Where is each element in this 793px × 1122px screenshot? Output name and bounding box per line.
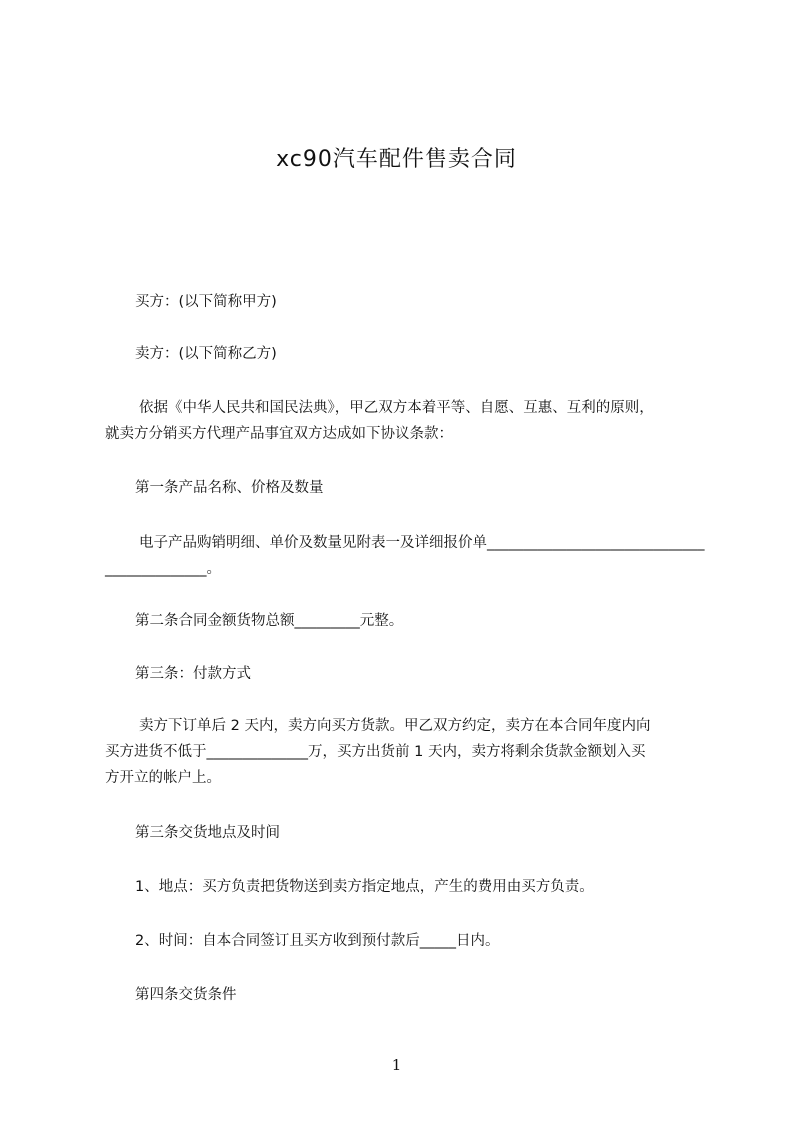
seller-line: 卖方：(以下简称乙方) — [135, 346, 277, 362]
page-number: 1 — [391, 1056, 402, 1074]
buyer-line: 买方：(以下简称甲方) — [135, 294, 277, 310]
intro-line-1: 依据《中华人民共和国民法典》，甲乙双方本着平等、自愿、互惠、互利的原则， — [139, 400, 654, 416]
document-title: xc90汽车配件售卖合同 — [276, 147, 517, 172]
article-3-line-1: 卖方下订单后 2 天内，卖方向买方货款。甲乙双方约定，卖方在本合同年度内向 — [139, 718, 651, 734]
article-1-heading: 第一条产品名称、价格及数量 — [135, 480, 324, 496]
article-2-heading: 第二条合同金额货物总额_________元整。 — [135, 613, 404, 629]
intro-paragraph — [105, 395, 700, 447]
article-4-heading: 第三条交货地点及时间 — [135, 825, 280, 841]
article-4-item-1: 1、地点：买方负责把货物送到卖方指定地点，产生的费用由买方负责。 — [135, 879, 594, 895]
article-3-line-2: 买方进货不低于______________万，买方出货前 1 天内，卖方将剩余货款金额划入买 — [105, 744, 646, 760]
article-3-paragraph — [105, 713, 700, 791]
article-3-heading: 第三条：付款方式 — [135, 666, 251, 682]
article-1-line-1: 电子产品购销明细、单价及数量见附表一及详细报价单______________________________ — [139, 535, 705, 551]
article-3-line-3: 方开立的帐户上。 — [105, 770, 221, 786]
article-4-item-2: 2、时间：自本合同签订且买方收到预付款后_____日内。 — [135, 933, 500, 949]
article-1-line-2: ______________。 — [105, 561, 221, 577]
intro-line-2: 就卖方分销买方代理产品事宜双方达成如下协议条款： — [105, 426, 453, 442]
article-5-heading: 第四条交货条件 — [135, 987, 237, 1003]
article-1-paragraph — [105, 530, 705, 582]
